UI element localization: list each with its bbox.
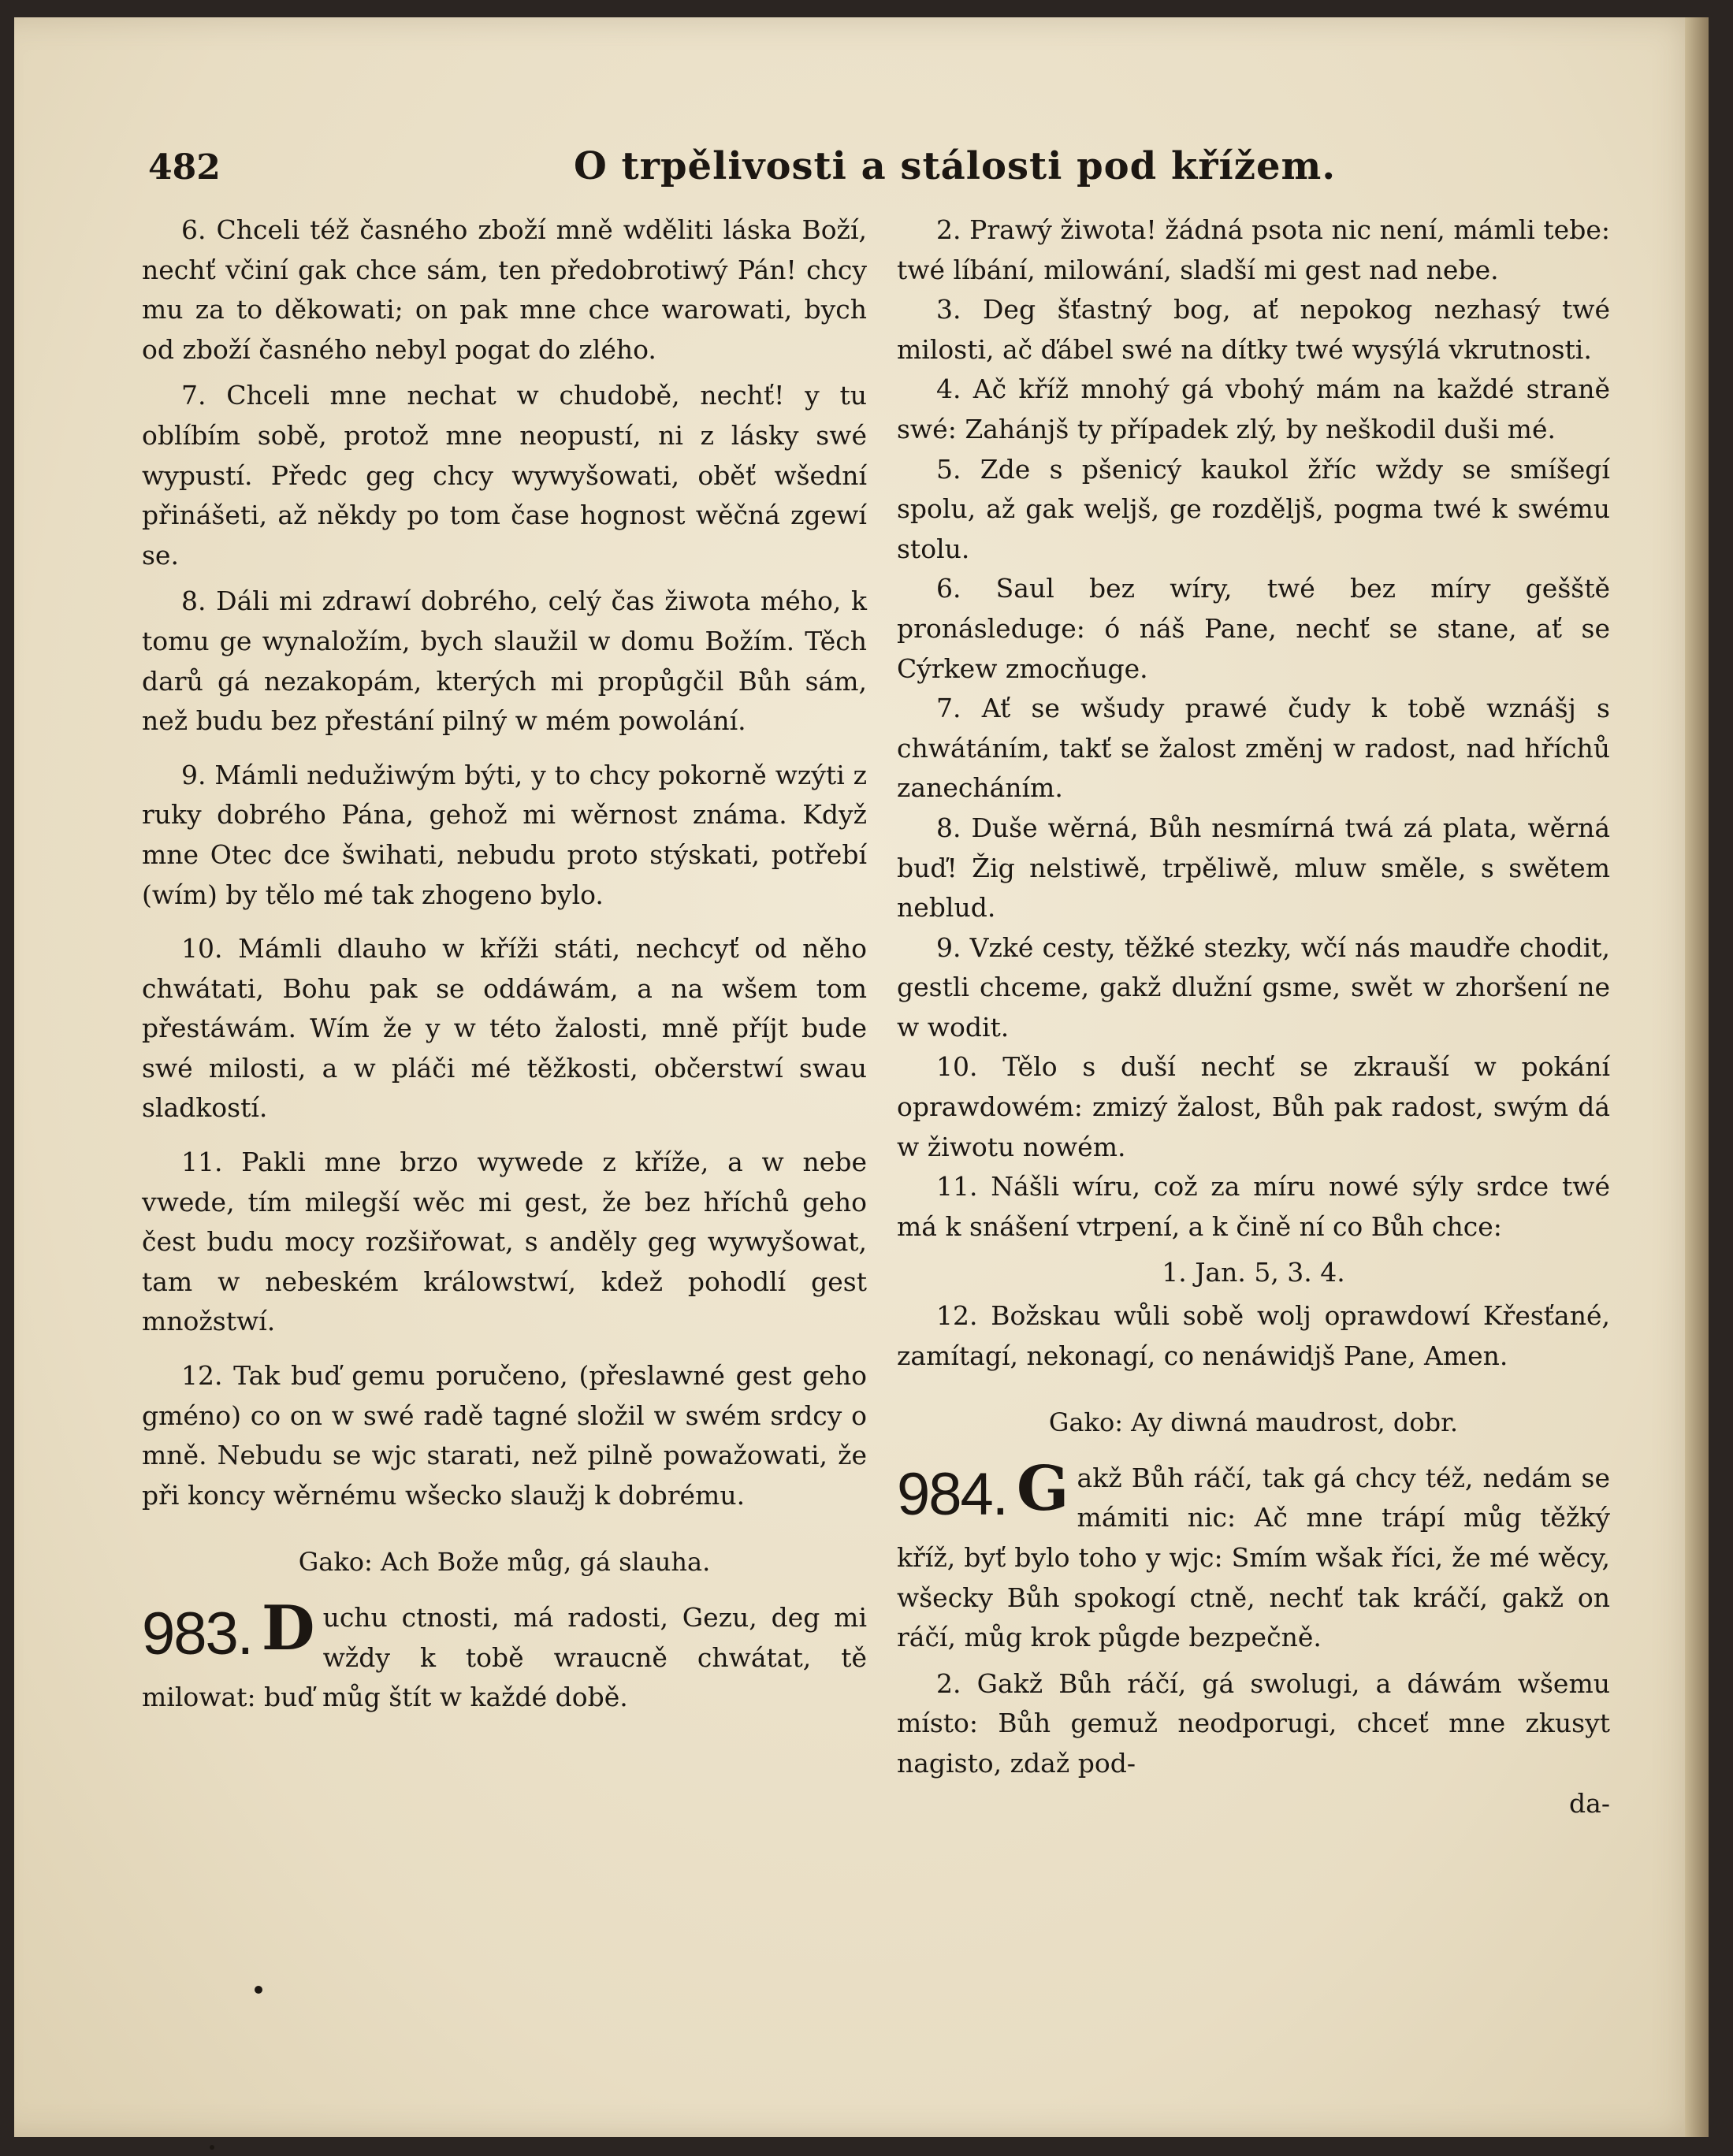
verse-7: 7. Chceli mne nechat w chudobě, nechť! y tu oblíbím sobě, protož mne neopustí, ni z lásky swé wypustí. Předc geg chcy wywyšowati, oběť wšední přinášeti, až někdy po tom čase hognost wěčná zgewí se. bbox=[142, 380, 867, 571]
verse-2: 2. Prawý žiwota! žádná psota nic není, mámli tebe: twé líbání, milowání, sladší mi gest nad nebe. bbox=[897, 214, 1610, 285]
left-column bbox=[142, 210, 867, 1718]
hymn-text: akž Bůh ráčí, tak gá chcy též, nedám se mámiti nic: Ač mne trápí můg těžký kříž, byť bylo toho y wjc: Smím wšak říci, že mé wěcy, wšecky Bůh spokogí ctně, nechť tak kráčí, gakž on ráčí, můg krok půgde bezpečně. bbox=[897, 1462, 1610, 1653]
verse-12: 12. Božskau wůli sobě wolj oprawdowí Křesťané, zamítagí, nekonagí, co nenáwidjš Pane, Amen. bbox=[897, 1300, 1610, 1371]
verse-11: 11. Nášli wíru, což za míru nowé sýly srdce twé má k snášení vtrpení, a k čině ní co Bůh chce: bbox=[897, 1171, 1610, 1242]
ink-spot bbox=[210, 2145, 214, 2150]
verse-8: 8. Duše wěrná, Bůh nesmírná twá zá plata, wěrná buď! Žig nelstiwě, trpěliwě, mluw směle, s swětem neblud. bbox=[897, 812, 1610, 924]
hymn-number: 984. bbox=[897, 1460, 1007, 1528]
drop-initial: G bbox=[1016, 1452, 1069, 1525]
book-page bbox=[14, 17, 1709, 2137]
verse-5: 5. Zde s pšenicý kaukol žříc wždy se smíšegí spolu, až gak weljš, ge rozděljš, pogma twé k swému stolu. bbox=[897, 453, 1610, 564]
page-header bbox=[148, 139, 1638, 203]
verse-10: 10. Tělo s duší nechť se zkrauší w pokání oprawdowém: zmizý žalost, Bůh pak radost, swým dá w žiwotu nowém. bbox=[897, 1051, 1610, 1162]
verse-6: 6. Saul bez wíry, twé bez míry gešště pronásleduge: ó náš Pane, nechť se stane, ať se Cýrkew zmocňuge. bbox=[897, 573, 1610, 684]
hymn-984-verse-2: 2. Gakž Bůh ráčí, gá swolugi, a dáwám wšemu místo: Bůh gemuž neodporugi, chceť mne zkusyt nagisto, zdaž pod- bbox=[897, 1667, 1610, 1779]
verse-6: 6. Chceli též časného zboží mně wděliti láska Boží, nechť včiní gak chce sám, ten předobrotiwý Pán! chcy mu za to děkowati; on pak mne chce warowati, bych od zboží časného nebyl pogat do zlého. bbox=[142, 214, 867, 365]
verse-4: 4. Ač kříž mnohý gá vbohý mám na každé straně swé: Zahánjš ty případek zlý, by neškodil duši mé. bbox=[897, 374, 1610, 444]
hymn-983 bbox=[142, 1593, 867, 1718]
drop-initial: D bbox=[261, 1593, 315, 1664]
running-title: O trpělivosti a stálosti pod křížem. bbox=[574, 144, 1337, 188]
verse-9: 9. Vzké cesty, těžké stezky, wčí nás maudře chodit, gestli chceme, gakž dlužní gsme, swět w zhoršení ne w wodit. bbox=[897, 931, 1610, 1043]
verse-7: 7. Ať se wšudy prawé čudy k tobě wznášj s chwátáním, takť se žalost změnj w radost, nad hříchů zanecháním. bbox=[897, 693, 1610, 804]
hymn-number: 983. bbox=[142, 1600, 252, 1667]
verse-9: 9. Mámli nedužiwým býti, y to chcy pokorně wzýti z ruky dobrého Pána, gehož mi wěrnost známa. Když mne Otec dce šwihati, nebudu proto stýskati, potřebí (wím) by tělo mé tak zhogeno bylo. bbox=[142, 759, 867, 910]
verse-8: 8. Dáli mi zdrawí dobrého, celý čas žiwota mého, k tomu ge wynaložím, bych slaužil w domu Božím. Těch darů gá nezakopám, kterých mi propůgčil Bůh sám, než budu bez přestání pilný w mém powolání. bbox=[142, 585, 867, 737]
tune-indication: Gako: Ay diwná maudrost, dobr. bbox=[1048, 1407, 1459, 1438]
scripture-reference: 1. Jan. 5, 3. 4. bbox=[1162, 1257, 1345, 1288]
verse-11: 11. Pakli mne brzo wywede z kříže, a w nebe vwede, tím milegší wěc mi gest, že bez hříchů geho čest budu mocy rozšiřowat, s anděly geg wywyšowat, tam w nebeském králowstwí, kdež pohodlí gest množstwí. bbox=[142, 1147, 867, 1337]
page-number: 482 bbox=[148, 147, 221, 188]
hymn-text: uchu ctnosti, má radosti, Gezu, deg mi wždy k tobě wraucně chwátat, tě milowat: buď můg štít w každé době. bbox=[142, 1602, 867, 1713]
tune-indication: Gako: Ach Bože můg, gá slauha. bbox=[298, 1547, 711, 1578]
page-gutter bbox=[1685, 17, 1709, 2137]
right-column bbox=[897, 210, 1610, 1823]
hymn-984 bbox=[897, 1452, 1610, 1658]
verse-10: 10. Mámli dlauho w kříži státi, nechcyť od něho chwátati, Bohu pak se oddáwám, a na wšem tom přestáwám. Wím že y w této žalosti, mně příjt bude swé milosti, a w pláči mé těžkosti, občerstwí swau sladkostí. bbox=[142, 933, 867, 1124]
verse-12: 12. Tak buď gemu poručeno, (přeslawné gest geho gméno) co on w swé radě tagné složil w swém srdcy o mně. Nebudu se wjc starati, než pilně powažowati, že při koncy wěrnému wšecko slaužj k dobrému. bbox=[142, 1360, 867, 1511]
catchword: da- bbox=[1569, 1787, 1610, 1819]
ink-spot bbox=[255, 1986, 262, 1994]
verse-3: 3. Deg šťastný bog, ať nepokog nezhasý twé milosti, ač ďábel swé na dítky twé wysýlá vkrutnosti. bbox=[897, 294, 1610, 365]
